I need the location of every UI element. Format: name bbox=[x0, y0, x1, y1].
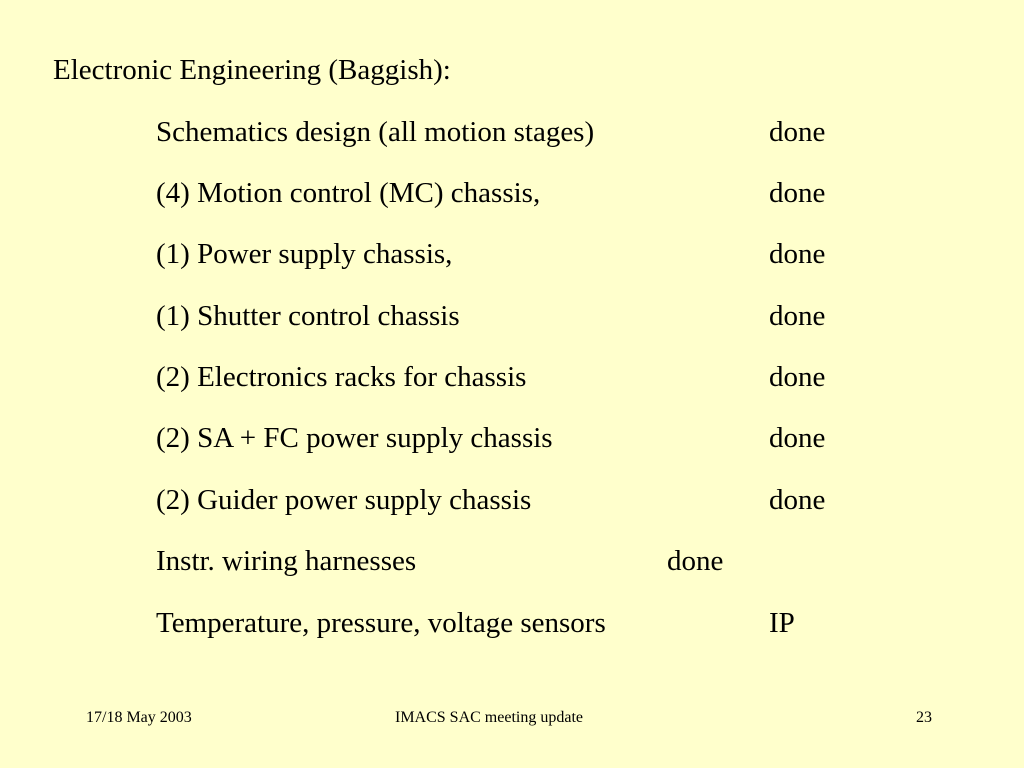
task-status: done bbox=[769, 116, 826, 148]
footer-title: IMACS SAC meeting update bbox=[395, 709, 583, 726]
list-item bbox=[0, 234, 1024, 274]
list-item bbox=[0, 541, 1024, 581]
task-status: IP bbox=[769, 607, 795, 639]
task-label: (4) Motion control (MC) chassis, bbox=[156, 177, 541, 209]
task-label: Instr. wiring harnesses bbox=[156, 545, 417, 577]
task-status: done bbox=[769, 300, 826, 332]
list-item bbox=[0, 357, 1024, 397]
task-label: (1) Shutter control chassis bbox=[156, 300, 460, 332]
task-status: done bbox=[769, 422, 826, 454]
list-item bbox=[0, 480, 1024, 520]
list-item bbox=[0, 296, 1024, 336]
section-heading: Electronic Engineering (Baggish): bbox=[53, 54, 451, 86]
task-status: done bbox=[667, 545, 724, 577]
task-label: (1) Power supply chassis, bbox=[156, 238, 453, 270]
task-label: Schematics design (all motion stages) bbox=[156, 116, 595, 148]
task-status: done bbox=[769, 484, 826, 516]
task-status: done bbox=[769, 177, 826, 209]
task-label: Temperature, pressure, voltage sensors bbox=[156, 607, 606, 639]
footer-date: 17/18 May 2003 bbox=[86, 709, 192, 726]
task-label: (2) Guider power supply chassis bbox=[156, 484, 532, 516]
task-status: done bbox=[769, 238, 826, 270]
page-number: 23 bbox=[916, 709, 932, 726]
task-status: done bbox=[769, 361, 826, 393]
list-item bbox=[0, 603, 1024, 643]
task-label: (2) SA + FC power supply chassis bbox=[156, 422, 553, 454]
task-label: (2) Electronics racks for chassis bbox=[156, 361, 527, 393]
list-item bbox=[0, 418, 1024, 458]
list-item bbox=[0, 173, 1024, 213]
list-item bbox=[0, 112, 1024, 152]
